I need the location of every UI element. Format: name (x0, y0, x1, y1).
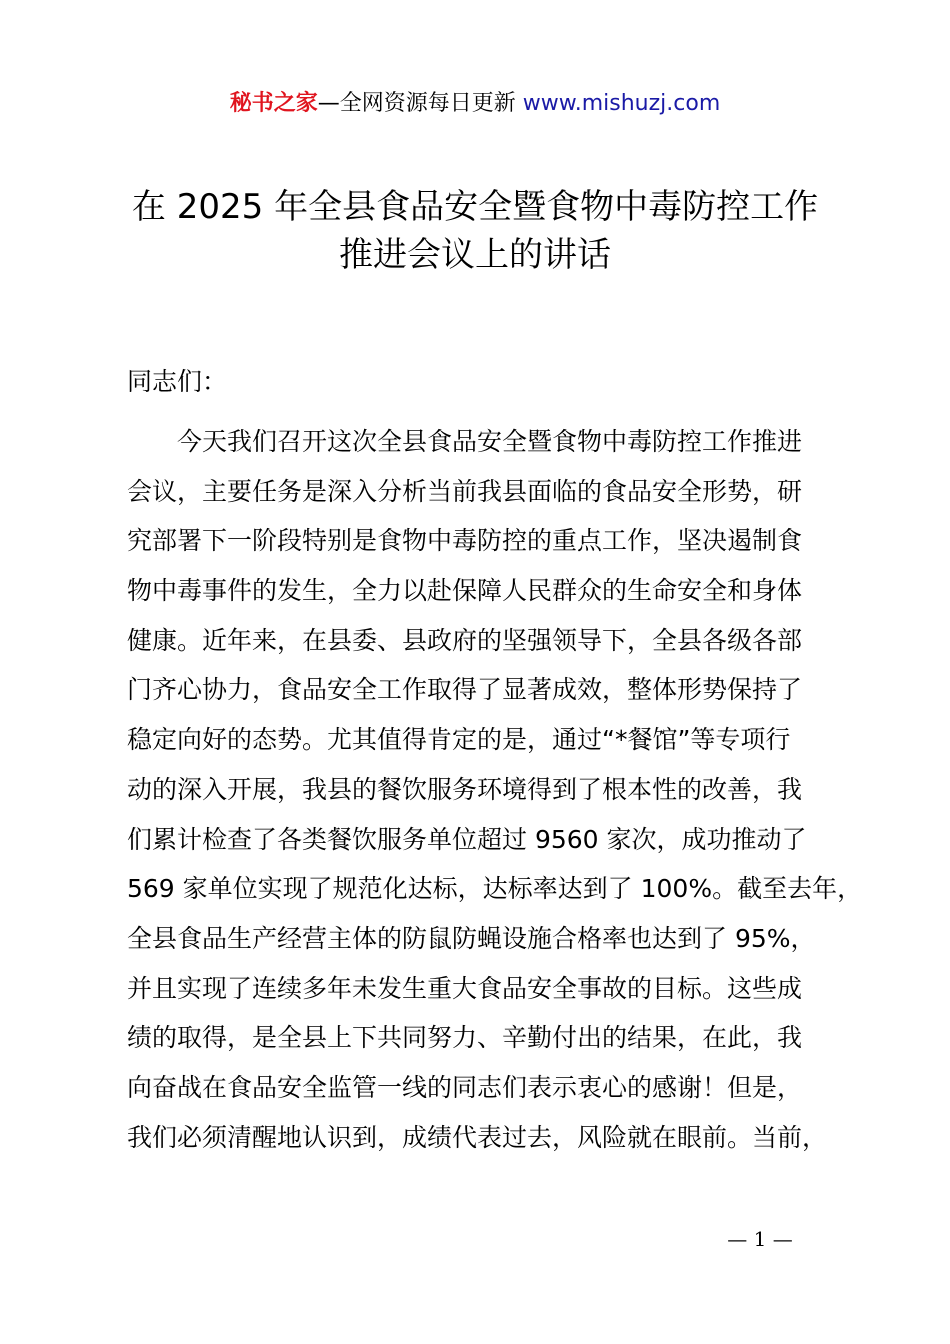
body-line: 我们必须清醒地认识到，成绩代表过去，风险就在眼前。当前， (127, 1122, 828, 1152)
salutation: 同志们： (127, 367, 228, 396)
body-line: 稳定向好的态势。尤其值得肯定的是，通过“*餐馆”等专项行 (127, 725, 791, 755)
body-line: 物中毒事件的发生，全力以赴保障人民群众的生命安全和身体 (127, 576, 803, 606)
site-slogan: —全网资源每日更新 (317, 91, 523, 116)
body-line: 并且实现了连续多年未发生重大食品安全事故的目标。这些成 (127, 973, 803, 1003)
site-header (0, 88, 950, 120)
body-paragraph (127, 424, 863, 1169)
body-line: 全县食品生产经营主体的防鼠防蝇设施合格率也达到了 95%， (127, 923, 816, 953)
body-line: 绩的取得，是全县上下共同努力、辛勤付出的结果，在此，我 (127, 1023, 803, 1053)
body-line: 动的深入开展，我县的餐饮服务环境得到了根本性的改善，我 (127, 774, 803, 804)
body-line: 会议，主要任务是深入分析当前我县面临的食品安全形势，研 (127, 476, 803, 506)
body-line: 健康。近年来，在县委、县政府的坚强领导下，全县各级各部 (127, 625, 803, 655)
document-title (100, 183, 850, 279)
site-brand: 秘书之家 (229, 91, 318, 116)
body-line: 门齐心协力，食品安全工作取得了显著成效，整体形势保持了 (127, 675, 803, 705)
body-line: 今天我们召开这次全县食品安全暨食物中毒防控工作推进 (127, 427, 803, 456)
document-title-line-2: 推进会议上的讲话 (339, 235, 611, 275)
document-title-line-1: 在 2025 年全县食品安全暨食物中毒防控工作 (131, 187, 819, 227)
page-number: — 1 — (727, 1227, 793, 1251)
body-line: 们累计检查了各类餐饮服务单位超过 9560 家次，成功推动了 (127, 824, 807, 854)
body-line: 向奋战在食品安全监管一线的同志们表示衷心的感谢！但是， (127, 1072, 803, 1102)
site-url-link[interactable]: www.mishuzj.com (522, 91, 721, 116)
body-line: 究部署下一阶段特别是食物中毒防控的重点工作，坚决遏制食 (127, 526, 803, 556)
body-line: 569 家单位实现了规范化达标，达标率达到了 100%。截至去年， (127, 874, 863, 904)
